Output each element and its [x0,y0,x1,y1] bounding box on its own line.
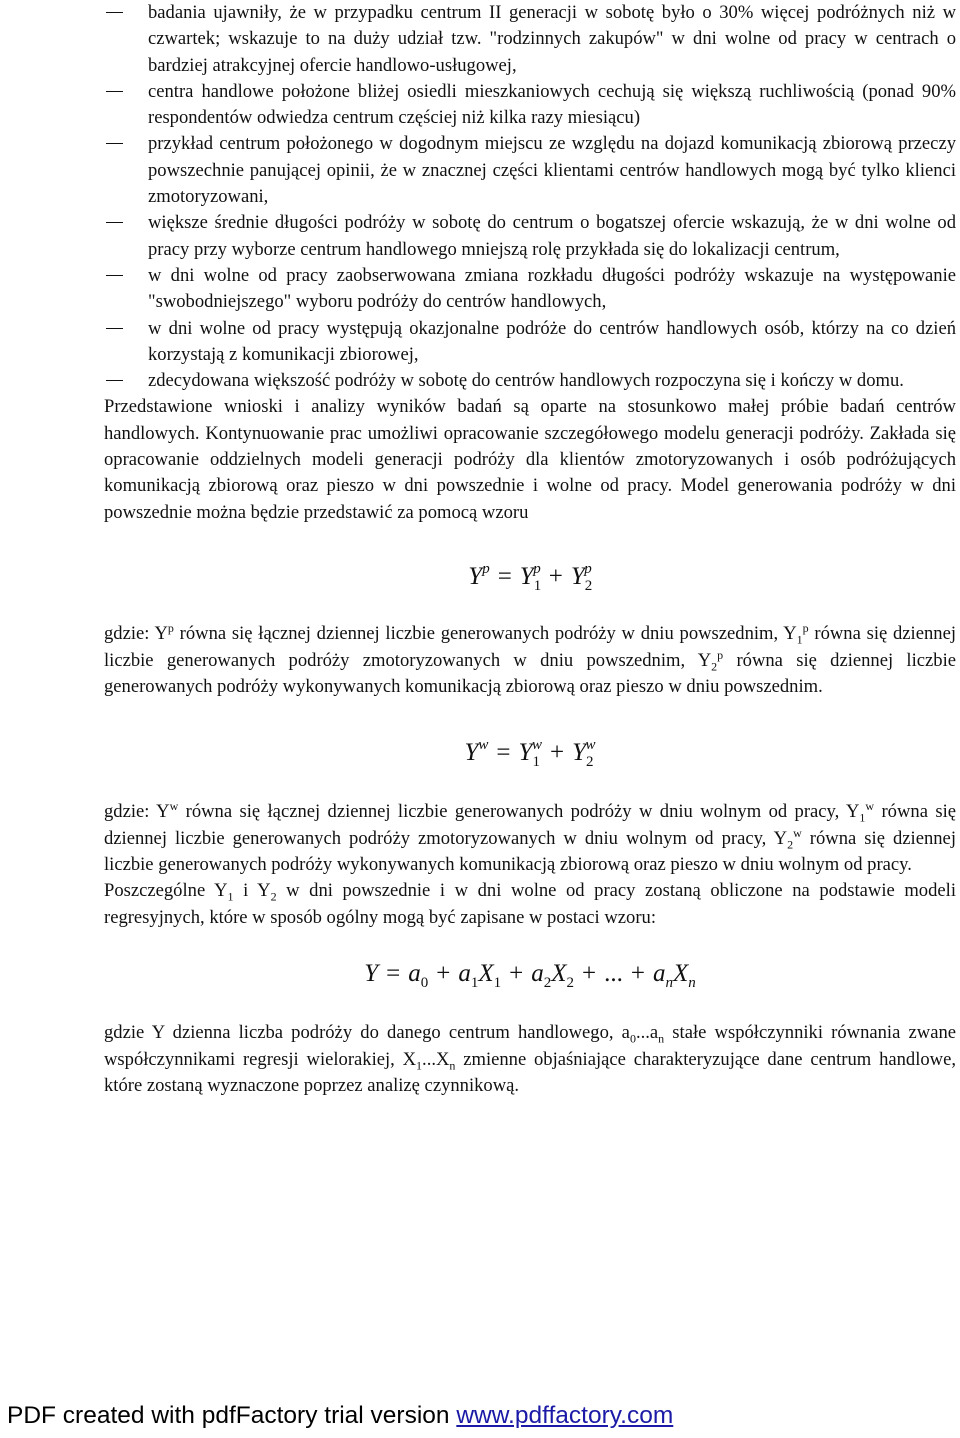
formula-weekday: $Y^p = Y_1^p + Y_2^p$ [468,560,593,594]
document-page [104,0,956,1099]
pdf-footer [7,1402,947,1430]
definition-weekday: gdzie: $Y^p$ równa się łącznej dziennej liczbie generowanych podróży w dniu powszednim, $Y_1^p$ równa się dziennej liczbie generowanych podróży zmotoryzowanych w dniu powszednim, $Y_2^p$ równa się dziennej liczbie generowanych podróży wykonywanych komunikacją zbiorową oraz pieszo w dniu powszednim. [104,621,956,697]
formula-weekend: $Y^w = Y_1^w + Y_2^w$ [464,737,596,771]
list-item: zdecydowana większość podróży w sobotę do centrów handlowych rozpoczyna się i kończy w domu. [104,368,956,394]
definition-weekend: gdzie: $Y^w$ równa się łącznej dziennej liczbie generowanych podróży w dniu wolnym od pracy, $Y_1^w$ równa się dziennej liczbie generowanych podróży zmotoryzowanych w dniu wolnym od pracy, $Y_2^w$ równa się dziennej liczbie generowanych podróży wykonywanych komunikacją zbiorową oraz pieszo w dniu wolnym od pracy. [104,799,956,876]
list-item: w dni wolne od pracy zaobserwowana zmiana rozkładu długości podróży wskazuje na występowanie "swobodniejszego" wyboru podróży do centrów handlowych, [104,263,956,316]
pdffactory-link[interactable]: www.pdffactory.com [456,1402,674,1429]
list-item: przykład centrum położonego w dogodnym miejscu ze względu na dojazd komunikacją zbiorową przeczy powszechnie panującej opinii, że w znacznej części klientami centrów handlowych mogą być tylko klienci zmotoryzowani, [104,131,956,210]
footer-text: PDF created with pdfFactory trial version [7,1402,457,1429]
list-item: w dni wolne od pracy występują okazjonalne podróże do centrów handlowych osób, którzy na co dzień korzystają z komunikacji zbiorowej, [104,316,956,369]
paragraph-regression: Poszczególne $Y_1$ i $Y_2$ w dni powszednie i w dni wolne od pracy zostaną obliczone na podstawie modeli regresyjnych, które w sposób ogólny mogą być zapisane w postaci wzoru: [104,880,956,928]
list-item: badania ujawniły, że w przypadku centrum II generacji w sobotę było o 30% więcej podróżnych niż w czwartek; wskazuje to na duży udział tzw. "rodzinnych zakupów" w dni wolne od pracy w centrach o bardziej atrakcyjnej ofercie handlowo-usługowej, [104,0,956,79]
formula-regression: $Y = a_0 + a_1X_1 + a_2X_2$ + ... + $a_nX_n$ [364,959,696,991]
list-item: większe średnie długości podróży w sobotę do centrum o bogatszej ofercie wskazują, że w dni wolne od pracy przy wyborze centrum handlowego mniejszą rolę przykłada się do lokalizacji centrum, [104,210,956,263]
conclusions-list [104,0,956,394]
paragraph-model-intro: Przedstawione wnioski i analizy wyników badań są oparte na stosunkowo małej próbie badań centrów handlowych. Kontynuowanie prac umożliwi opracowanie szczegółowego modelu generacji podróży. Zakłada się opracowanie oddzielnych modeli generacji podróży dla klientów zmotoryzowanych i osób podróżujących komunikacją zbiorową oraz pieszo w dni powszednie i wolne od pracy. Model generowania podróży w dni powszednie można będzie przedstawić za pomocą wzoru [104,396,956,523]
definition-regression: gdzie Y dzienna liczba podróży do danego centrum handlowego, $a_0...a_n$ stałe współczynniki równania zwane współczynnikami regresji wielorakiej, $X_1...X_n$ zmienne objaśniające charakteryzujące dane centrum handlowe, które zostaną wyznaczone poprzez analizę czynnikową. [104,1022,956,1096]
list-item: centra handlowe położone bliżej osiedli mieszkaniowych cechują się większą ruchliwością (ponad 90% respondentów odwiedza centrum częściej niż kilka razy miesiącu) [104,79,956,132]
